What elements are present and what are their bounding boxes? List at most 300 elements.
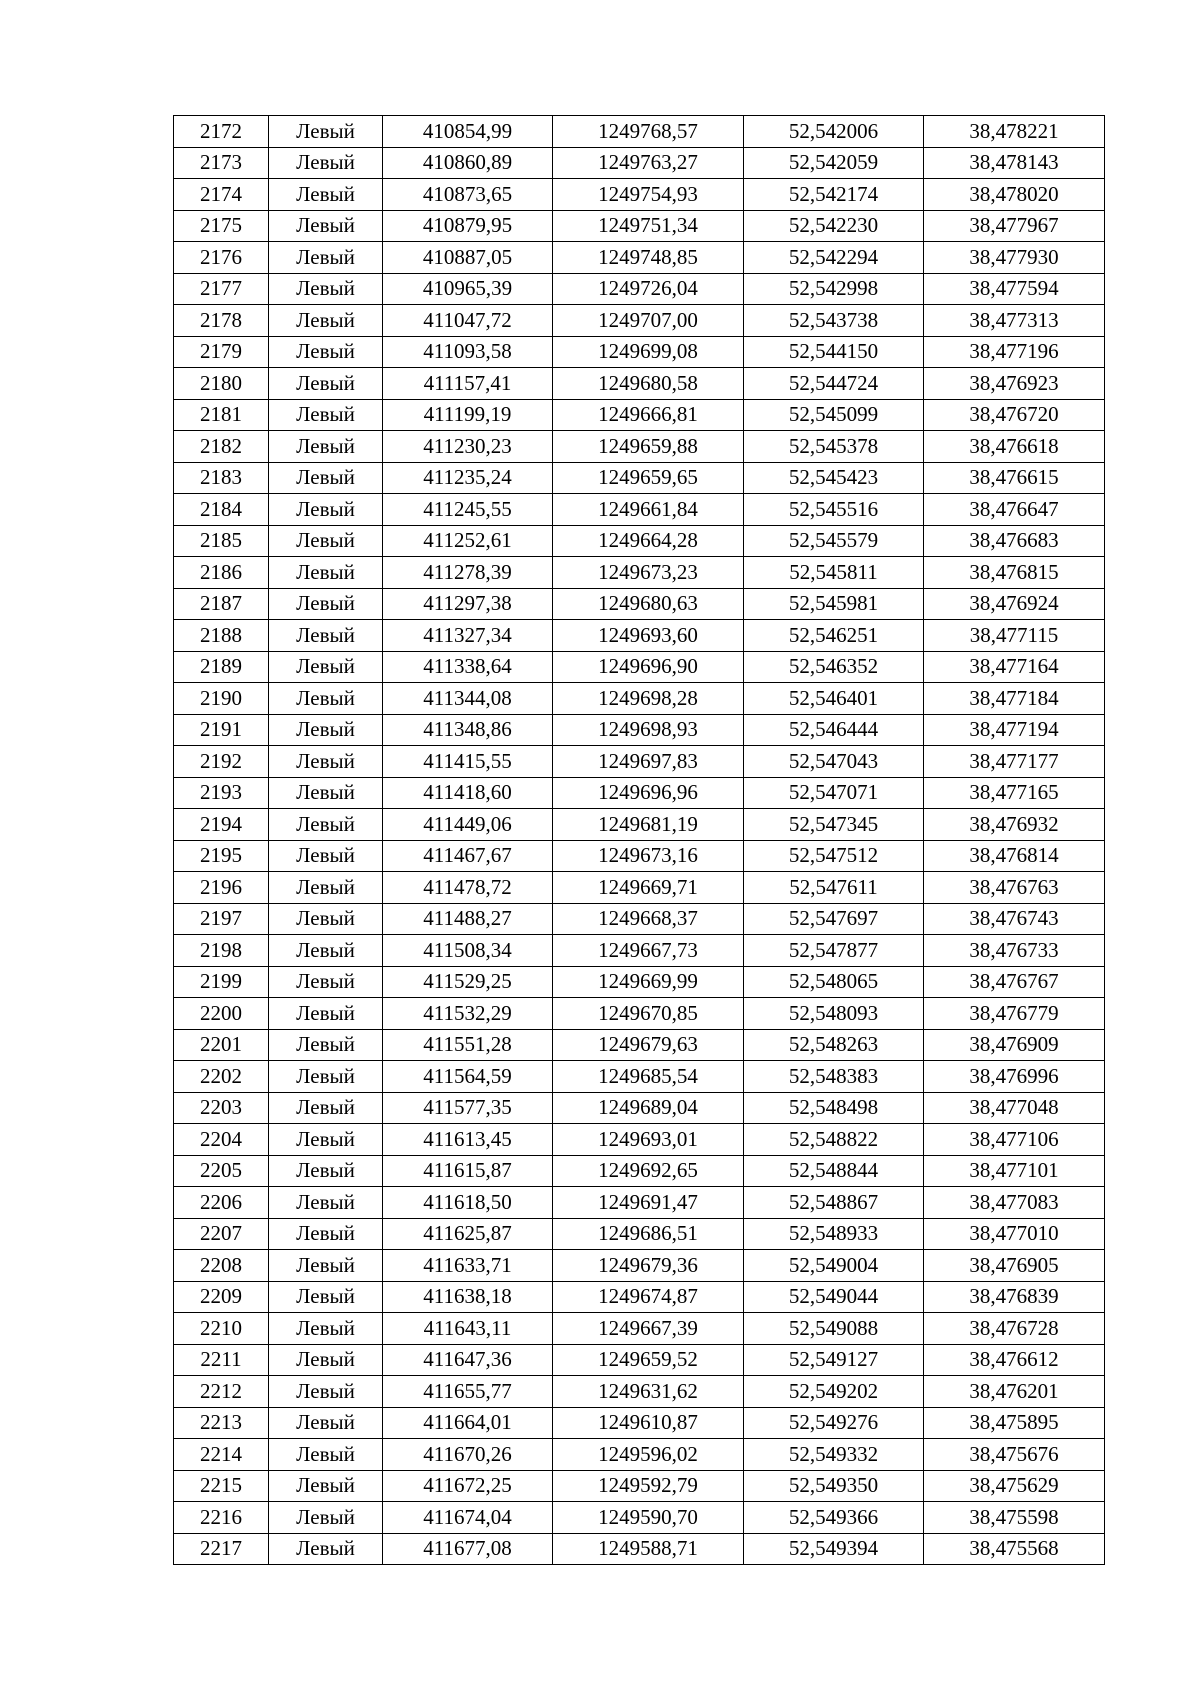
side-cell: Левый xyxy=(269,840,383,872)
point-number-cell: 2215 xyxy=(174,1470,269,1502)
x-coordinate-cell: 411655,77 xyxy=(383,1376,553,1408)
y-coordinate-cell: 1249668,37 xyxy=(553,903,744,935)
latitude-cell: 52,545811 xyxy=(744,557,924,589)
table-row xyxy=(174,935,1105,967)
y-coordinate-cell: 1249693,01 xyxy=(553,1124,744,1156)
point-number-cell: 2202 xyxy=(174,1061,269,1093)
side-cell: Левый xyxy=(269,462,383,494)
y-coordinate-cell: 1249669,99 xyxy=(553,966,744,998)
side-cell: Левый xyxy=(269,116,383,148)
table-row xyxy=(174,1092,1105,1124)
x-coordinate-cell: 411615,87 xyxy=(383,1155,553,1187)
table-row xyxy=(174,1313,1105,1345)
point-number-cell: 2201 xyxy=(174,1029,269,1061)
x-coordinate-cell: 411674,04 xyxy=(383,1502,553,1534)
longitude-cell: 38,476779 xyxy=(924,998,1105,1030)
table-row xyxy=(174,273,1105,305)
x-coordinate-cell: 411297,38 xyxy=(383,588,553,620)
table-row xyxy=(174,777,1105,809)
side-cell: Левый xyxy=(269,651,383,683)
y-coordinate-cell: 1249751,34 xyxy=(553,210,744,242)
longitude-cell: 38,475676 xyxy=(924,1439,1105,1471)
table-row xyxy=(174,368,1105,400)
side-cell: Левый xyxy=(269,399,383,431)
point-number-cell: 2188 xyxy=(174,620,269,652)
x-coordinate-cell: 410873,65 xyxy=(383,179,553,211)
side-cell: Левый xyxy=(269,368,383,400)
latitude-cell: 52,549332 xyxy=(744,1439,924,1471)
table-row xyxy=(174,399,1105,431)
longitude-cell: 38,477115 xyxy=(924,620,1105,652)
x-coordinate-cell: 411157,41 xyxy=(383,368,553,400)
x-coordinate-cell: 411643,11 xyxy=(383,1313,553,1345)
y-coordinate-cell: 1249692,65 xyxy=(553,1155,744,1187)
side-cell: Левый xyxy=(269,147,383,179)
latitude-cell: 52,548093 xyxy=(744,998,924,1030)
side-cell: Левый xyxy=(269,1092,383,1124)
point-number-cell: 2211 xyxy=(174,1344,269,1376)
x-coordinate-cell: 411047,72 xyxy=(383,305,553,337)
point-number-cell: 2208 xyxy=(174,1250,269,1282)
y-coordinate-cell: 1249673,16 xyxy=(553,840,744,872)
y-coordinate-cell: 1249659,88 xyxy=(553,431,744,463)
longitude-cell: 38,478020 xyxy=(924,179,1105,211)
longitude-cell: 38,475598 xyxy=(924,1502,1105,1534)
table-row xyxy=(174,651,1105,683)
point-number-cell: 2216 xyxy=(174,1502,269,1534)
latitude-cell: 52,545516 xyxy=(744,494,924,526)
table-row xyxy=(174,620,1105,652)
x-coordinate-cell: 410887,05 xyxy=(383,242,553,274)
longitude-cell: 38,476923 xyxy=(924,368,1105,400)
longitude-cell: 38,477594 xyxy=(924,273,1105,305)
y-coordinate-cell: 1249707,00 xyxy=(553,305,744,337)
table-row xyxy=(174,683,1105,715)
y-coordinate-cell: 1249659,65 xyxy=(553,462,744,494)
longitude-cell: 38,477101 xyxy=(924,1155,1105,1187)
y-coordinate-cell: 1249726,04 xyxy=(553,273,744,305)
latitude-cell: 52,547877 xyxy=(744,935,924,967)
longitude-cell: 38,476720 xyxy=(924,399,1105,431)
point-number-cell: 2207 xyxy=(174,1218,269,1250)
x-coordinate-cell: 411344,08 xyxy=(383,683,553,715)
latitude-cell: 52,549127 xyxy=(744,1344,924,1376)
longitude-cell: 38,477177 xyxy=(924,746,1105,778)
table-row xyxy=(174,242,1105,274)
x-coordinate-cell: 411199,19 xyxy=(383,399,553,431)
latitude-cell: 52,548844 xyxy=(744,1155,924,1187)
table-row xyxy=(174,714,1105,746)
x-coordinate-cell: 411633,71 xyxy=(383,1250,553,1282)
x-coordinate-cell: 411613,45 xyxy=(383,1124,553,1156)
table-row xyxy=(174,1344,1105,1376)
latitude-cell: 52,548933 xyxy=(744,1218,924,1250)
side-cell: Левый xyxy=(269,620,383,652)
coordinates-table-body xyxy=(174,116,1105,1565)
x-coordinate-cell: 411338,64 xyxy=(383,651,553,683)
point-number-cell: 2199 xyxy=(174,966,269,998)
longitude-cell: 38,476763 xyxy=(924,872,1105,904)
y-coordinate-cell: 1249680,58 xyxy=(553,368,744,400)
side-cell: Левый xyxy=(269,903,383,935)
latitude-cell: 52,546352 xyxy=(744,651,924,683)
point-number-cell: 2209 xyxy=(174,1281,269,1313)
table-row xyxy=(174,1029,1105,1061)
latitude-cell: 52,549088 xyxy=(744,1313,924,1345)
point-number-cell: 2180 xyxy=(174,368,269,400)
y-coordinate-cell: 1249681,19 xyxy=(553,809,744,841)
side-cell: Левый xyxy=(269,525,383,557)
point-number-cell: 2193 xyxy=(174,777,269,809)
longitude-cell: 38,477165 xyxy=(924,777,1105,809)
x-coordinate-cell: 410879,95 xyxy=(383,210,553,242)
x-coordinate-cell: 411670,26 xyxy=(383,1439,553,1471)
side-cell: Левый xyxy=(269,1218,383,1250)
latitude-cell: 52,542059 xyxy=(744,147,924,179)
x-coordinate-cell: 411449,06 xyxy=(383,809,553,841)
y-coordinate-cell: 1249674,87 xyxy=(553,1281,744,1313)
latitude-cell: 52,545981 xyxy=(744,588,924,620)
y-coordinate-cell: 1249679,36 xyxy=(553,1250,744,1282)
latitude-cell: 52,547071 xyxy=(744,777,924,809)
x-coordinate-cell: 411278,39 xyxy=(383,557,553,589)
point-number-cell: 2198 xyxy=(174,935,269,967)
latitude-cell: 52,547697 xyxy=(744,903,924,935)
x-coordinate-cell: 411625,87 xyxy=(383,1218,553,1250)
y-coordinate-cell: 1249699,08 xyxy=(553,336,744,368)
table-row xyxy=(174,179,1105,211)
y-coordinate-cell: 1249673,23 xyxy=(553,557,744,589)
table-row xyxy=(174,305,1105,337)
longitude-cell: 38,477194 xyxy=(924,714,1105,746)
latitude-cell: 52,547345 xyxy=(744,809,924,841)
latitude-cell: 52,547611 xyxy=(744,872,924,904)
y-coordinate-cell: 1249680,63 xyxy=(553,588,744,620)
y-coordinate-cell: 1249748,85 xyxy=(553,242,744,274)
table-row xyxy=(174,210,1105,242)
table-row xyxy=(174,1533,1105,1565)
side-cell: Левый xyxy=(269,1250,383,1282)
y-coordinate-cell: 1249590,70 xyxy=(553,1502,744,1534)
x-coordinate-cell: 411677,08 xyxy=(383,1533,553,1565)
longitude-cell: 38,476815 xyxy=(924,557,1105,589)
side-cell: Левый xyxy=(269,998,383,1030)
side-cell: Левый xyxy=(269,336,383,368)
table-row xyxy=(174,588,1105,620)
longitude-cell: 38,476618 xyxy=(924,431,1105,463)
y-coordinate-cell: 1249631,62 xyxy=(553,1376,744,1408)
latitude-cell: 52,542294 xyxy=(744,242,924,274)
longitude-cell: 38,476647 xyxy=(924,494,1105,526)
table-row xyxy=(174,494,1105,526)
side-cell: Левый xyxy=(269,1061,383,1093)
x-coordinate-cell: 411348,86 xyxy=(383,714,553,746)
latitude-cell: 52,548867 xyxy=(744,1187,924,1219)
x-coordinate-cell: 410860,89 xyxy=(383,147,553,179)
latitude-cell: 52,542174 xyxy=(744,179,924,211)
longitude-cell: 38,478221 xyxy=(924,116,1105,148)
y-coordinate-cell: 1249693,60 xyxy=(553,620,744,652)
table-row xyxy=(174,557,1105,589)
y-coordinate-cell: 1249610,87 xyxy=(553,1407,744,1439)
longitude-cell: 38,477967 xyxy=(924,210,1105,242)
y-coordinate-cell: 1249670,85 xyxy=(553,998,744,1030)
longitude-cell: 38,477048 xyxy=(924,1092,1105,1124)
side-cell: Левый xyxy=(269,966,383,998)
latitude-cell: 52,542230 xyxy=(744,210,924,242)
point-number-cell: 2206 xyxy=(174,1187,269,1219)
y-coordinate-cell: 1249685,54 xyxy=(553,1061,744,1093)
y-coordinate-cell: 1249698,28 xyxy=(553,683,744,715)
longitude-cell: 38,476612 xyxy=(924,1344,1105,1376)
longitude-cell: 38,477106 xyxy=(924,1124,1105,1156)
x-coordinate-cell: 411564,59 xyxy=(383,1061,553,1093)
longitude-cell: 38,477184 xyxy=(924,683,1105,715)
point-number-cell: 2175 xyxy=(174,210,269,242)
x-coordinate-cell: 410965,39 xyxy=(383,273,553,305)
table-row xyxy=(174,746,1105,778)
x-coordinate-cell: 411551,28 xyxy=(383,1029,553,1061)
table-row xyxy=(174,1155,1105,1187)
latitude-cell: 52,547512 xyxy=(744,840,924,872)
x-coordinate-cell: 411327,34 xyxy=(383,620,553,652)
point-number-cell: 2176 xyxy=(174,242,269,274)
x-coordinate-cell: 411647,36 xyxy=(383,1344,553,1376)
side-cell: Левый xyxy=(269,683,383,715)
latitude-cell: 52,545378 xyxy=(744,431,924,463)
latitude-cell: 52,545579 xyxy=(744,525,924,557)
table-row xyxy=(174,1061,1105,1093)
latitude-cell: 52,549366 xyxy=(744,1502,924,1534)
point-number-cell: 2181 xyxy=(174,399,269,431)
longitude-cell: 38,476743 xyxy=(924,903,1105,935)
table-row xyxy=(174,1470,1105,1502)
longitude-cell: 38,478143 xyxy=(924,147,1105,179)
point-number-cell: 2177 xyxy=(174,273,269,305)
y-coordinate-cell: 1249696,96 xyxy=(553,777,744,809)
longitude-cell: 38,476996 xyxy=(924,1061,1105,1093)
longitude-cell: 38,477313 xyxy=(924,305,1105,337)
x-coordinate-cell: 411478,72 xyxy=(383,872,553,904)
x-coordinate-cell: 411418,60 xyxy=(383,777,553,809)
x-coordinate-cell: 411245,55 xyxy=(383,494,553,526)
side-cell: Левый xyxy=(269,1407,383,1439)
point-number-cell: 2191 xyxy=(174,714,269,746)
x-coordinate-cell: 411672,25 xyxy=(383,1470,553,1502)
x-coordinate-cell: 411664,01 xyxy=(383,1407,553,1439)
side-cell: Левый xyxy=(269,305,383,337)
side-cell: Левый xyxy=(269,273,383,305)
side-cell: Левый xyxy=(269,1155,383,1187)
table-row xyxy=(174,1124,1105,1156)
side-cell: Левый xyxy=(269,1376,383,1408)
longitude-cell: 38,476767 xyxy=(924,966,1105,998)
longitude-cell: 38,476683 xyxy=(924,525,1105,557)
side-cell: Левый xyxy=(269,179,383,211)
side-cell: Левый xyxy=(269,210,383,242)
y-coordinate-cell: 1249666,81 xyxy=(553,399,744,431)
point-number-cell: 2190 xyxy=(174,683,269,715)
table-row xyxy=(174,998,1105,1030)
y-coordinate-cell: 1249754,93 xyxy=(553,179,744,211)
side-cell: Левый xyxy=(269,872,383,904)
table-row xyxy=(174,525,1105,557)
x-coordinate-cell: 411230,23 xyxy=(383,431,553,463)
y-coordinate-cell: 1249768,57 xyxy=(553,116,744,148)
latitude-cell: 52,548383 xyxy=(744,1061,924,1093)
side-cell: Левый xyxy=(269,1313,383,1345)
point-number-cell: 2217 xyxy=(174,1533,269,1565)
table-row xyxy=(174,462,1105,494)
side-cell: Левый xyxy=(269,809,383,841)
table-row xyxy=(174,903,1105,935)
y-coordinate-cell: 1249661,84 xyxy=(553,494,744,526)
table-row xyxy=(174,1407,1105,1439)
point-number-cell: 2179 xyxy=(174,336,269,368)
latitude-cell: 52,549350 xyxy=(744,1470,924,1502)
table-row xyxy=(174,966,1105,998)
side-cell: Левый xyxy=(269,1029,383,1061)
longitude-cell: 38,475568 xyxy=(924,1533,1105,1565)
x-coordinate-cell: 411252,61 xyxy=(383,525,553,557)
latitude-cell: 52,546401 xyxy=(744,683,924,715)
x-coordinate-cell: 411529,25 xyxy=(383,966,553,998)
x-coordinate-cell: 411508,34 xyxy=(383,935,553,967)
x-coordinate-cell: 411638,18 xyxy=(383,1281,553,1313)
y-coordinate-cell: 1249679,63 xyxy=(553,1029,744,1061)
longitude-cell: 38,477083 xyxy=(924,1187,1105,1219)
side-cell: Левый xyxy=(269,588,383,620)
latitude-cell: 52,544150 xyxy=(744,336,924,368)
y-coordinate-cell: 1249698,93 xyxy=(553,714,744,746)
y-coordinate-cell: 1249592,79 xyxy=(553,1470,744,1502)
latitude-cell: 52,549276 xyxy=(744,1407,924,1439)
x-coordinate-cell: 410854,99 xyxy=(383,116,553,148)
point-number-cell: 2185 xyxy=(174,525,269,557)
point-number-cell: 2184 xyxy=(174,494,269,526)
latitude-cell: 52,548498 xyxy=(744,1092,924,1124)
coordinates-table xyxy=(173,115,1105,1565)
latitude-cell: 52,545423 xyxy=(744,462,924,494)
point-number-cell: 2200 xyxy=(174,998,269,1030)
x-coordinate-cell: 411235,24 xyxy=(383,462,553,494)
side-cell: Левый xyxy=(269,1470,383,1502)
point-number-cell: 2178 xyxy=(174,305,269,337)
x-coordinate-cell: 411577,35 xyxy=(383,1092,553,1124)
side-cell: Левый xyxy=(269,714,383,746)
latitude-cell: 52,548822 xyxy=(744,1124,924,1156)
x-coordinate-cell: 411093,58 xyxy=(383,336,553,368)
x-coordinate-cell: 411467,67 xyxy=(383,840,553,872)
y-coordinate-cell: 1249667,39 xyxy=(553,1313,744,1345)
side-cell: Левый xyxy=(269,935,383,967)
side-cell: Левый xyxy=(269,746,383,778)
side-cell: Левый xyxy=(269,557,383,589)
side-cell: Левый xyxy=(269,1124,383,1156)
point-number-cell: 2210 xyxy=(174,1313,269,1345)
side-cell: Левый xyxy=(269,777,383,809)
x-coordinate-cell: 411532,29 xyxy=(383,998,553,1030)
y-coordinate-cell: 1249763,27 xyxy=(553,147,744,179)
point-number-cell: 2189 xyxy=(174,651,269,683)
longitude-cell: 38,477164 xyxy=(924,651,1105,683)
table-row xyxy=(174,147,1105,179)
longitude-cell: 38,475895 xyxy=(924,1407,1105,1439)
latitude-cell: 52,544724 xyxy=(744,368,924,400)
longitude-cell: 38,476932 xyxy=(924,809,1105,841)
longitude-cell: 38,477930 xyxy=(924,242,1105,274)
table-row xyxy=(174,336,1105,368)
longitude-cell: 38,476201 xyxy=(924,1376,1105,1408)
point-number-cell: 2214 xyxy=(174,1439,269,1471)
point-number-cell: 2172 xyxy=(174,116,269,148)
point-number-cell: 2194 xyxy=(174,809,269,841)
point-number-cell: 2174 xyxy=(174,179,269,211)
longitude-cell: 38,476924 xyxy=(924,588,1105,620)
y-coordinate-cell: 1249659,52 xyxy=(553,1344,744,1376)
x-coordinate-cell: 411415,55 xyxy=(383,746,553,778)
table-row xyxy=(174,1376,1105,1408)
table-row xyxy=(174,1502,1105,1534)
latitude-cell: 52,545099 xyxy=(744,399,924,431)
latitude-cell: 52,548263 xyxy=(744,1029,924,1061)
latitude-cell: 52,546251 xyxy=(744,620,924,652)
side-cell: Левый xyxy=(269,242,383,274)
table-row xyxy=(174,840,1105,872)
point-number-cell: 2213 xyxy=(174,1407,269,1439)
x-coordinate-cell: 411618,50 xyxy=(383,1187,553,1219)
y-coordinate-cell: 1249696,90 xyxy=(553,651,744,683)
point-number-cell: 2195 xyxy=(174,840,269,872)
latitude-cell: 52,549394 xyxy=(744,1533,924,1565)
y-coordinate-cell: 1249691,47 xyxy=(553,1187,744,1219)
table-row xyxy=(174,431,1105,463)
longitude-cell: 38,476909 xyxy=(924,1029,1105,1061)
point-number-cell: 2182 xyxy=(174,431,269,463)
side-cell: Левый xyxy=(269,1502,383,1534)
latitude-cell: 52,549202 xyxy=(744,1376,924,1408)
side-cell: Левый xyxy=(269,1439,383,1471)
side-cell: Левый xyxy=(269,1187,383,1219)
table-row xyxy=(174,872,1105,904)
table-row xyxy=(174,116,1105,148)
longitude-cell: 38,475629 xyxy=(924,1470,1105,1502)
latitude-cell: 52,549044 xyxy=(744,1281,924,1313)
side-cell: Левый xyxy=(269,1344,383,1376)
point-number-cell: 2173 xyxy=(174,147,269,179)
y-coordinate-cell: 1249664,28 xyxy=(553,525,744,557)
side-cell: Левый xyxy=(269,1281,383,1313)
point-number-cell: 2183 xyxy=(174,462,269,494)
longitude-cell: 38,476728 xyxy=(924,1313,1105,1345)
point-number-cell: 2196 xyxy=(174,872,269,904)
table-row xyxy=(174,1187,1105,1219)
point-number-cell: 2204 xyxy=(174,1124,269,1156)
longitude-cell: 38,476814 xyxy=(924,840,1105,872)
longitude-cell: 38,476839 xyxy=(924,1281,1105,1313)
longitude-cell: 38,476733 xyxy=(924,935,1105,967)
side-cell: Левый xyxy=(269,1533,383,1565)
longitude-cell: 38,477196 xyxy=(924,336,1105,368)
longitude-cell: 38,476905 xyxy=(924,1250,1105,1282)
latitude-cell: 52,547043 xyxy=(744,746,924,778)
latitude-cell: 52,546444 xyxy=(744,714,924,746)
point-number-cell: 2212 xyxy=(174,1376,269,1408)
y-coordinate-cell: 1249596,02 xyxy=(553,1439,744,1471)
y-coordinate-cell: 1249697,83 xyxy=(553,746,744,778)
table-row xyxy=(174,1250,1105,1282)
table-row xyxy=(174,809,1105,841)
